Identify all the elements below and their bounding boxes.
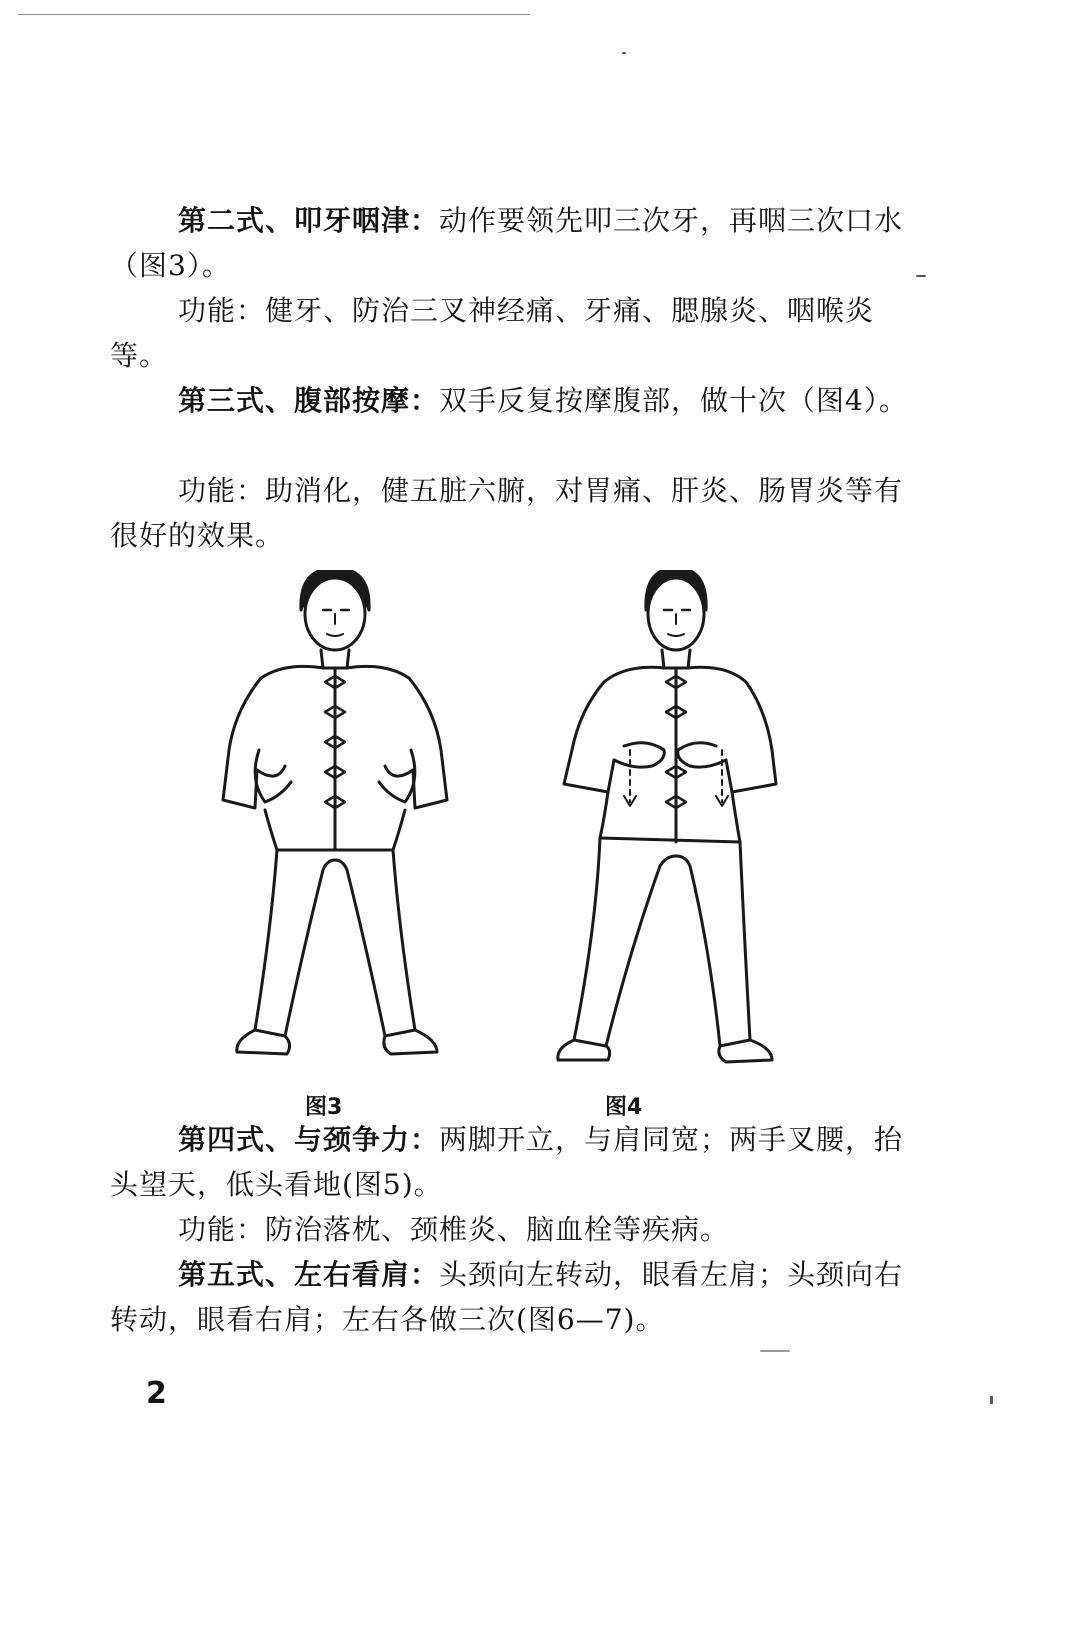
scan-speck [916, 275, 926, 277]
figure-4-caption: 图4 [605, 1095, 643, 1120]
top-rule [18, 14, 530, 15]
figure-4-illustration [550, 570, 790, 1110]
paragraph-form-5 [110, 1252, 910, 1342]
paragraph-text: 功能：健牙、防治三叉神经痛、牙痛、腮腺炎、咽喉炎等。 [110, 294, 875, 372]
paragraph-form-2 [110, 198, 910, 288]
page-number: 2 [146, 1376, 167, 1411]
paragraph-text: 功能：助消化，健五脏六腑，对胃痛、肝炎、肠胃炎等有很好的效果。 [110, 474, 904, 552]
form-heading: 第三式、腹部按摩： [178, 384, 440, 417]
paragraph-text: 动作要领先叩三次牙，再咽三次口水（图3）。 [110, 204, 904, 282]
figure-3-illustration [215, 570, 455, 1110]
scan-speck [622, 52, 626, 54]
paragraph-function-4 [110, 1207, 910, 1252]
scan-speck [990, 1396, 993, 1404]
form-heading: 第五式、左右看肩： [178, 1258, 440, 1291]
form-heading: 第四式、与颈争力： [178, 1123, 440, 1156]
scan-speck [760, 1350, 790, 1352]
paragraph-text: 两脚开立，与肩同宽；两手叉腰，抬头望天，低头看地(图5)。 [110, 1123, 904, 1201]
figure-3-caption: 图3 [305, 1095, 343, 1120]
paragraph-form-4 [110, 1117, 910, 1207]
paragraph-function-2 [110, 288, 910, 378]
paragraph-text: 功能：防治落枕、颈椎炎、脑血栓等疾病。 [178, 1213, 730, 1246]
paragraph-form-3 [110, 378, 910, 423]
paragraph-function-3 [110, 468, 910, 558]
paragraph-text: 双手反复按摩腹部，做十次（图4）。 [439, 384, 908, 417]
form-heading: 第二式、叩牙咽津： [178, 204, 440, 237]
paragraph-text: 头颈向左转动，眼看左肩；头颈向右转动，眼看右肩；左右各做三次(图6—7)。 [110, 1258, 904, 1336]
